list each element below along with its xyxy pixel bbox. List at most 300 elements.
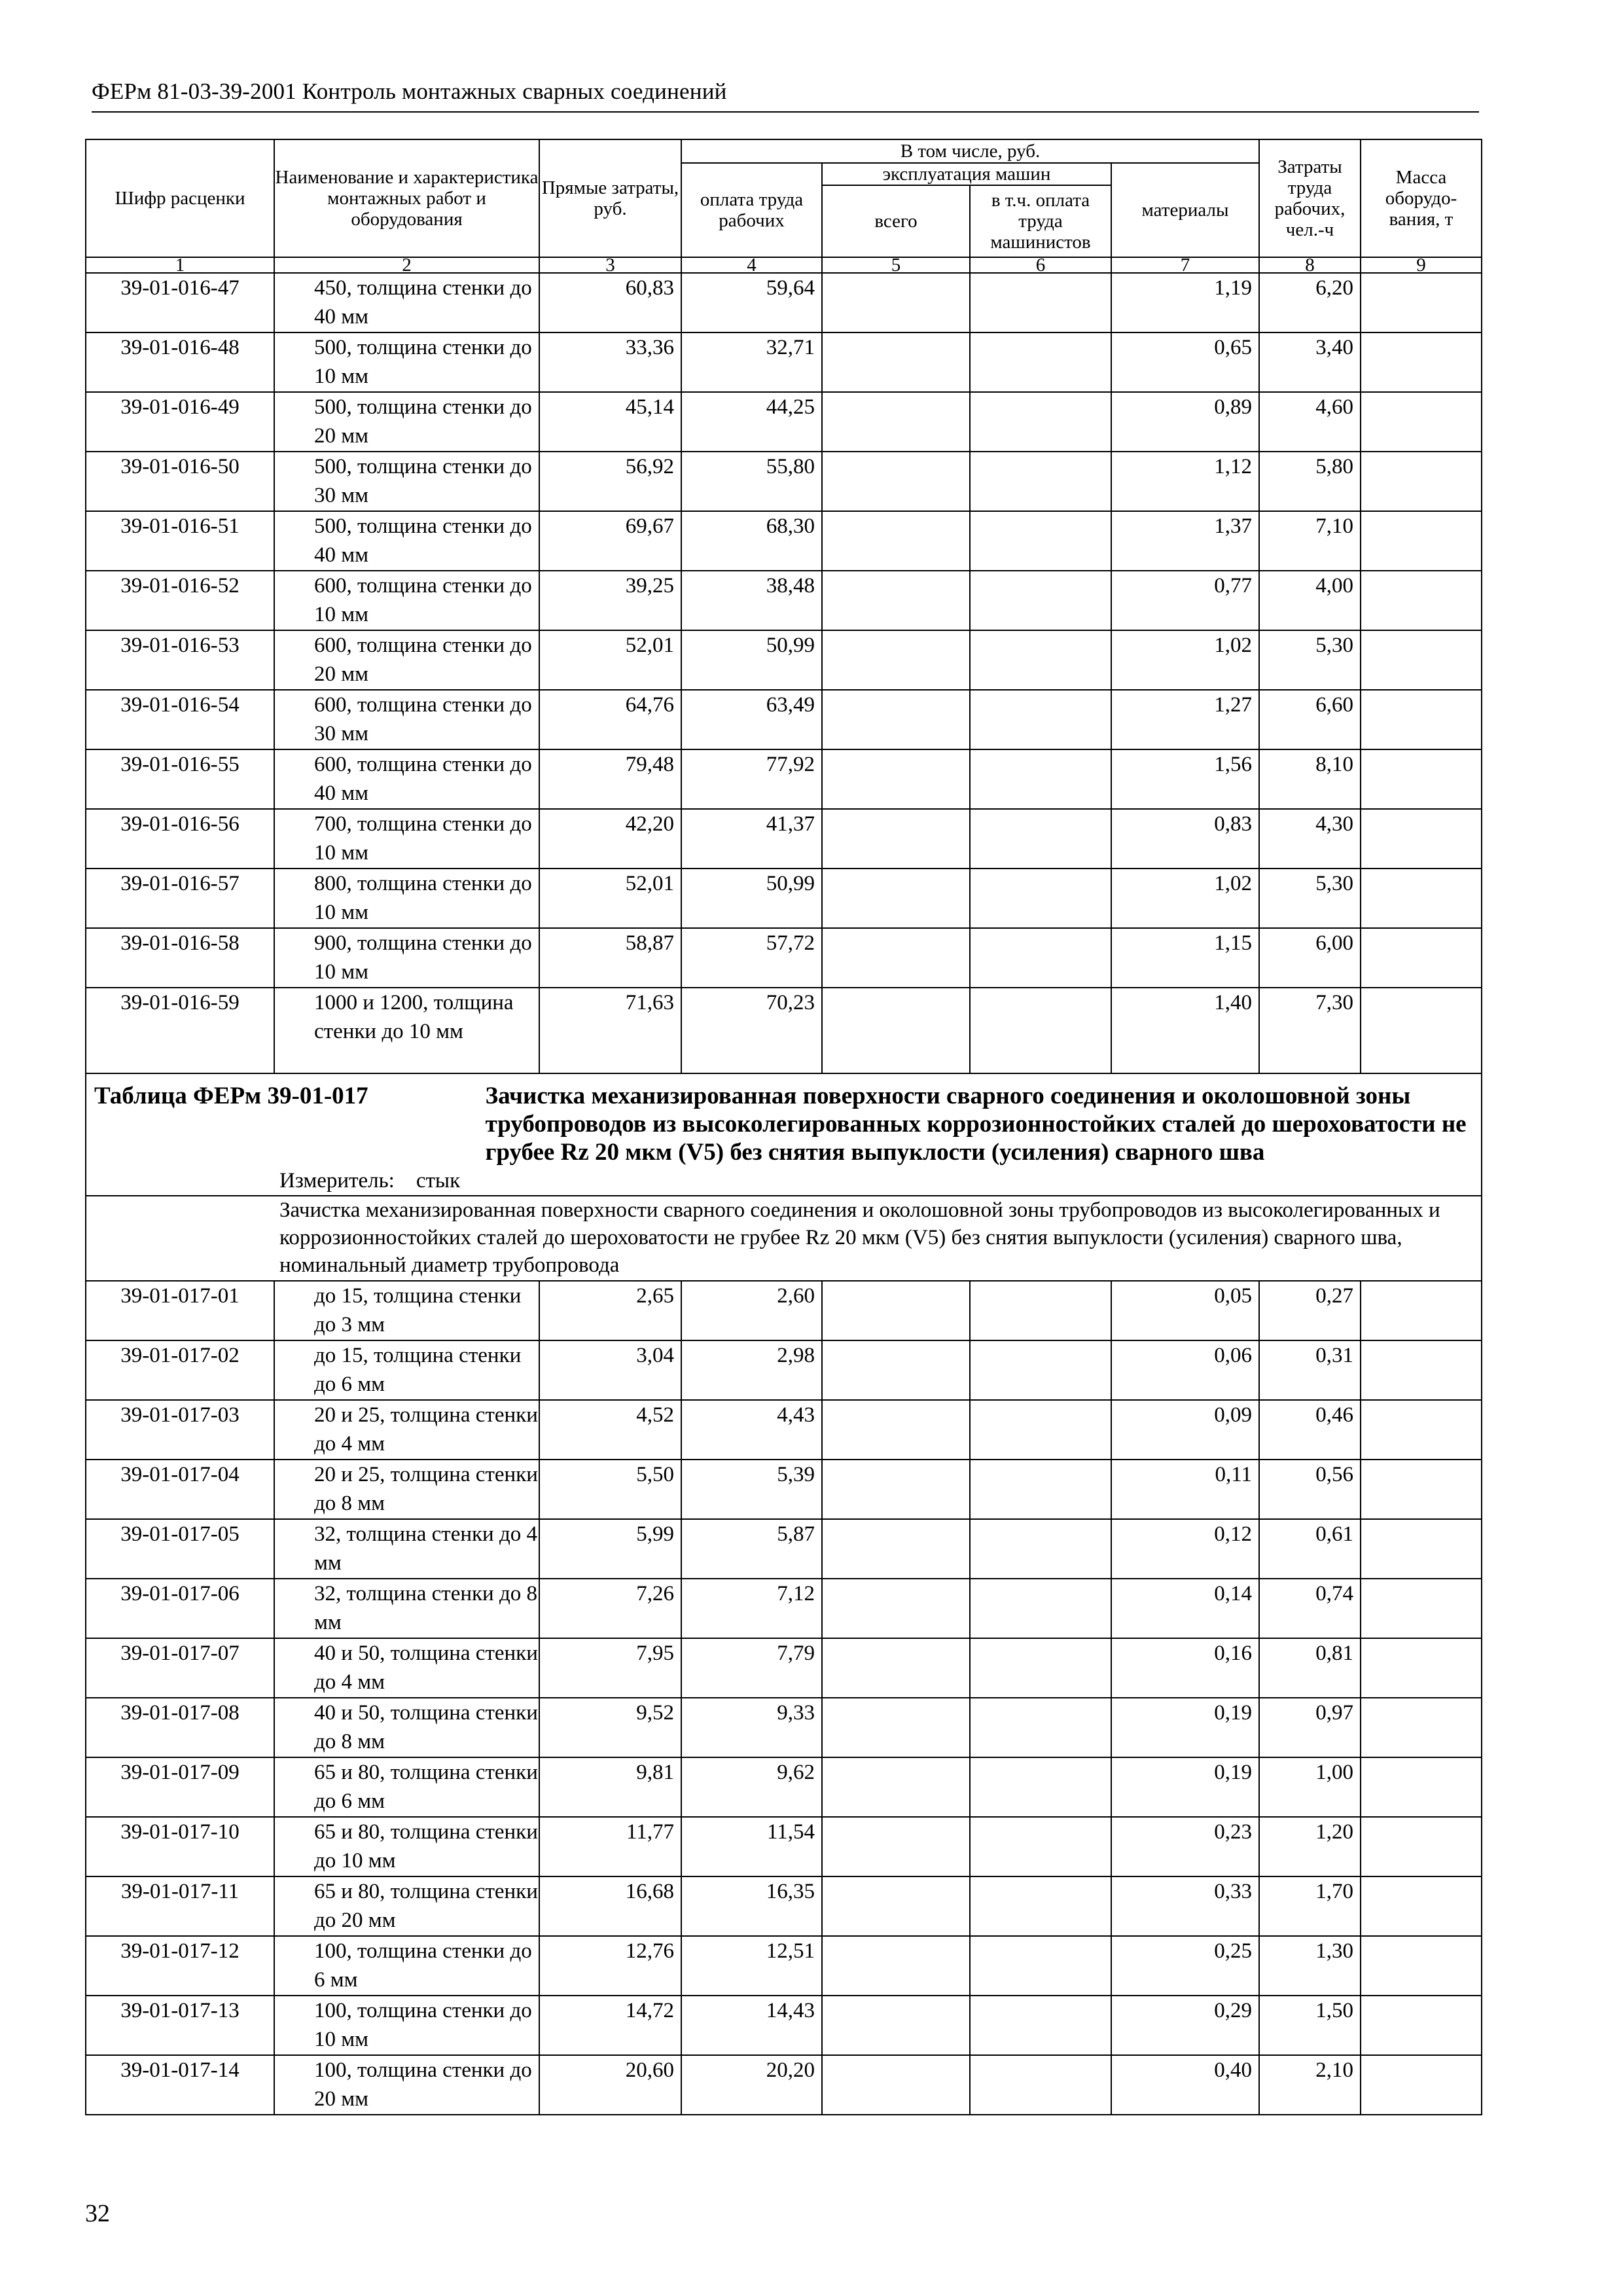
labor-cost: 0,31 bbox=[1259, 1340, 1361, 1400]
table-row bbox=[86, 2055, 1482, 2115]
materials-cost: 1,27 bbox=[1111, 690, 1259, 749]
direct-cost: 7,95 bbox=[539, 1638, 681, 1698]
direct-cost: 71,63 bbox=[539, 988, 681, 1073]
work-name: 32, толщина стенки до 8 мм bbox=[274, 1579, 539, 1638]
table-row bbox=[86, 869, 1482, 928]
table-row bbox=[86, 809, 1482, 869]
labor-cost: 0,61 bbox=[1259, 1519, 1361, 1579]
col-header-machines: эксплуатация машин bbox=[822, 163, 1111, 185]
equipment-mass bbox=[1361, 1698, 1482, 1757]
machines-wages bbox=[970, 1817, 1111, 1876]
materials-cost: 1,40 bbox=[1111, 988, 1259, 1073]
rate-code: 39-01-016-57 bbox=[86, 869, 274, 928]
direct-cost: 14,72 bbox=[539, 1996, 681, 2055]
materials-cost: 0,29 bbox=[1111, 1996, 1259, 2055]
worker-wages: 38,48 bbox=[681, 571, 822, 630]
column-number: 3 bbox=[539, 257, 681, 273]
direct-cost: 9,81 bbox=[539, 1757, 681, 1817]
direct-cost: 5,50 bbox=[539, 1460, 681, 1519]
labor-cost: 4,30 bbox=[1259, 809, 1361, 869]
labor-cost: 0,81 bbox=[1259, 1638, 1361, 1698]
col-header-mass: Масса оборудо-вания, т bbox=[1361, 139, 1482, 257]
work-name: 500, толщина стенки до 30 мм bbox=[274, 452, 539, 511]
direct-cost: 9,52 bbox=[539, 1698, 681, 1757]
direct-cost: 60,83 bbox=[539, 273, 681, 332]
machines-wages bbox=[970, 332, 1111, 392]
worker-wages: 16,35 bbox=[681, 1876, 822, 1936]
equipment-mass bbox=[1361, 2055, 1482, 2115]
direct-cost: 11,77 bbox=[539, 1817, 681, 1876]
machines-total bbox=[822, 1281, 970, 1340]
table-row bbox=[86, 511, 1482, 571]
rates-table bbox=[85, 139, 1482, 2115]
labor-cost: 8,10 bbox=[1259, 749, 1361, 809]
work-name: 600, толщина стенки до 40 мм bbox=[274, 749, 539, 809]
labor-cost: 5,80 bbox=[1259, 452, 1361, 511]
machines-total bbox=[822, 1519, 970, 1579]
equipment-mass bbox=[1361, 1936, 1482, 1996]
worker-wages: 7,79 bbox=[681, 1638, 822, 1698]
machines-wages bbox=[970, 1460, 1111, 1519]
equipment-mass bbox=[1361, 392, 1482, 452]
table-row bbox=[86, 1936, 1482, 1996]
equipment-mass bbox=[1361, 809, 1482, 869]
equipment-mass bbox=[1361, 1817, 1482, 1876]
work-name: 500, толщина стенки до 20 мм bbox=[274, 392, 539, 452]
machines-wages bbox=[970, 392, 1111, 452]
col-header-code: Шифр расценки bbox=[86, 139, 274, 257]
materials-cost: 0,89 bbox=[1111, 392, 1259, 452]
work-name: 100, толщина стенки до 20 мм bbox=[274, 2055, 539, 2115]
materials-cost: 0,25 bbox=[1111, 1936, 1259, 1996]
materials-cost: 0,11 bbox=[1111, 1460, 1259, 1519]
machines-wages bbox=[970, 1876, 1111, 1936]
table-row bbox=[86, 988, 1482, 1073]
work-name: 40 и 50, толщина стенки до 4 мм bbox=[274, 1638, 539, 1698]
work-name: 20 и 25, толщина стенки до 8 мм bbox=[274, 1460, 539, 1519]
col-header-labor: Затраты труда рабочих, чел.-ч bbox=[1259, 139, 1361, 257]
worker-wages: 70,23 bbox=[681, 988, 822, 1073]
table-row bbox=[86, 273, 1482, 332]
materials-cost: 0,40 bbox=[1111, 2055, 1259, 2115]
rate-code: 39-01-016-54 bbox=[86, 690, 274, 749]
table-row bbox=[86, 1876, 1482, 1936]
work-name: 900, толщина стенки до 10 мм bbox=[274, 928, 539, 988]
section-title: Зачистка механизированная поверхности сварного соединения и околошовной зоны трубопроводов из высоколегированных коррозионностойких сталей до шероховатости не грубее Rz 20 мкм (V5) без снятия выпуклости (усиления) сварного шва bbox=[485, 1083, 1467, 1166]
materials-cost: 1,02 bbox=[1111, 869, 1259, 928]
machines-wages bbox=[970, 1340, 1111, 1400]
machines-wages bbox=[970, 452, 1111, 511]
labor-cost: 0,56 bbox=[1259, 1460, 1361, 1519]
equipment-mass bbox=[1361, 1757, 1482, 1817]
machines-total bbox=[822, 928, 970, 988]
machines-wages bbox=[970, 511, 1111, 571]
labor-cost: 1,50 bbox=[1259, 1996, 1361, 2055]
labor-cost: 3,40 bbox=[1259, 332, 1361, 392]
rate-code: 39-01-017-14 bbox=[86, 2055, 274, 2115]
table-body-017 bbox=[86, 1281, 1482, 2115]
work-name: 32, толщина стенки до 4 мм bbox=[274, 1519, 539, 1579]
labor-cost: 1,00 bbox=[1259, 1757, 1361, 1817]
machines-total bbox=[822, 749, 970, 809]
equipment-mass bbox=[1361, 273, 1482, 332]
machines-total bbox=[822, 988, 970, 1073]
machines-wages bbox=[970, 1996, 1111, 2055]
machines-total bbox=[822, 1936, 970, 1996]
section-017-header bbox=[86, 1073, 1482, 1281]
equipment-mass bbox=[1361, 1281, 1482, 1340]
work-name: 65 и 80, толщина стенки до 10 мм bbox=[274, 1817, 539, 1876]
worker-wages: 7,12 bbox=[681, 1579, 822, 1638]
direct-cost: 12,76 bbox=[539, 1936, 681, 1996]
page-number: 32 bbox=[85, 2200, 110, 2227]
materials-cost: 0,83 bbox=[1111, 809, 1259, 869]
labor-cost: 1,70 bbox=[1259, 1876, 1361, 1936]
rate-code: 39-01-017-04 bbox=[86, 1460, 274, 1519]
machines-total bbox=[822, 2055, 970, 2115]
equipment-mass bbox=[1361, 690, 1482, 749]
machines-wages bbox=[970, 1579, 1111, 1638]
rate-code: 39-01-017-07 bbox=[86, 1638, 274, 1698]
column-number: 2 bbox=[274, 257, 539, 273]
work-name: 600, толщина стенки до 10 мм bbox=[274, 571, 539, 630]
table-row bbox=[86, 571, 1482, 630]
work-name: 600, толщина стенки до 20 мм bbox=[274, 630, 539, 690]
machines-total bbox=[822, 1698, 970, 1757]
rate-code: 39-01-017-09 bbox=[86, 1757, 274, 1817]
materials-cost: 0,06 bbox=[1111, 1340, 1259, 1400]
equipment-mass bbox=[1361, 571, 1482, 630]
materials-cost: 0,05 bbox=[1111, 1281, 1259, 1340]
equipment-mass bbox=[1361, 630, 1482, 690]
materials-cost: 0,77 bbox=[1111, 571, 1259, 630]
direct-cost: 42,20 bbox=[539, 809, 681, 869]
machines-total bbox=[822, 1996, 970, 2055]
rate-code: 39-01-016-52 bbox=[86, 571, 274, 630]
machines-total bbox=[822, 1400, 970, 1460]
table-row bbox=[86, 1579, 1482, 1638]
machines-wages bbox=[970, 1519, 1111, 1579]
machines-wages bbox=[970, 928, 1111, 988]
equipment-mass bbox=[1361, 1579, 1482, 1638]
table-row bbox=[86, 630, 1482, 690]
table-body-016 bbox=[86, 273, 1482, 1073]
column-number: 1 bbox=[86, 257, 274, 273]
direct-cost: 52,01 bbox=[539, 630, 681, 690]
table-row bbox=[86, 690, 1482, 749]
section-table-label: Таблица ФЕРм 39-01-017 bbox=[94, 1083, 368, 1109]
equipment-mass bbox=[1361, 988, 1482, 1073]
labor-cost: 5,30 bbox=[1259, 869, 1361, 928]
direct-cost: 64,76 bbox=[539, 690, 681, 749]
labor-cost: 2,10 bbox=[1259, 2055, 1361, 2115]
machines-wages bbox=[970, 571, 1111, 630]
col-header-incl: В том числе, руб. bbox=[681, 139, 1259, 163]
materials-cost: 1,12 bbox=[1111, 452, 1259, 511]
machines-wages bbox=[970, 690, 1111, 749]
worker-wages: 50,99 bbox=[681, 630, 822, 690]
worker-wages: 41,37 bbox=[681, 809, 822, 869]
table-row bbox=[86, 1698, 1482, 1757]
materials-cost: 0,19 bbox=[1111, 1757, 1259, 1817]
work-name: 600, толщина стенки до 30 мм bbox=[274, 690, 539, 749]
column-number: 5 bbox=[822, 257, 970, 273]
machines-wages bbox=[970, 749, 1111, 809]
direct-cost: 69,67 bbox=[539, 511, 681, 571]
table-row bbox=[86, 1638, 1482, 1698]
materials-cost: 0,65 bbox=[1111, 332, 1259, 392]
work-name: 700, толщина стенки до 10 мм bbox=[274, 809, 539, 869]
table-row bbox=[86, 1996, 1482, 2055]
worker-wages: 77,92 bbox=[681, 749, 822, 809]
column-number: 4 bbox=[681, 257, 822, 273]
worker-wages: 55,80 bbox=[681, 452, 822, 511]
worker-wages: 5,87 bbox=[681, 1519, 822, 1579]
rate-code: 39-01-017-01 bbox=[86, 1281, 274, 1340]
section-description: Зачистка механизированная поверхности сварного соединения и околошовной зоны трубопроводов из высоколегированных и коррозионностойких сталей до шероховатости не грубее Rz 20 мкм (V5) без снятия выпуклости (усиления) сварного шва, номинальный диаметр трубопровода bbox=[86, 1196, 1482, 1281]
materials-cost: 1,37 bbox=[1111, 511, 1259, 571]
direct-cost: 58,87 bbox=[539, 928, 681, 988]
worker-wages: 44,25 bbox=[681, 392, 822, 452]
rate-code: 39-01-017-06 bbox=[86, 1579, 274, 1638]
table-row bbox=[86, 1340, 1482, 1400]
work-name: 40 и 50, толщина стенки до 8 мм bbox=[274, 1698, 539, 1757]
worker-wages: 59,64 bbox=[681, 273, 822, 332]
direct-cost: 16,68 bbox=[539, 1876, 681, 1936]
worker-wages: 5,39 bbox=[681, 1460, 822, 1519]
machines-total bbox=[822, 809, 970, 869]
col-header-machines-total: всего bbox=[822, 185, 970, 257]
rate-code: 39-01-017-08 bbox=[86, 1698, 274, 1757]
labor-cost: 6,60 bbox=[1259, 690, 1361, 749]
table-row bbox=[86, 1460, 1482, 1519]
machines-total bbox=[822, 452, 970, 511]
work-name: 100, толщина стенки до 10 мм bbox=[274, 1996, 539, 2055]
equipment-mass bbox=[1361, 452, 1482, 511]
equipment-mass bbox=[1361, 1340, 1482, 1400]
machines-total bbox=[822, 630, 970, 690]
worker-wages: 63,49 bbox=[681, 690, 822, 749]
direct-cost: 5,99 bbox=[539, 1519, 681, 1579]
machines-total bbox=[822, 1340, 970, 1400]
machines-wages bbox=[970, 809, 1111, 869]
column-numbers-row bbox=[86, 257, 1482, 273]
equipment-mass bbox=[1361, 1876, 1482, 1936]
rate-code: 39-01-017-11 bbox=[86, 1876, 274, 1936]
materials-cost: 0,19 bbox=[1111, 1698, 1259, 1757]
rate-code: 39-01-016-47 bbox=[86, 273, 274, 332]
worker-wages: 57,72 bbox=[681, 928, 822, 988]
machines-total bbox=[822, 392, 970, 452]
labor-cost: 4,00 bbox=[1259, 571, 1361, 630]
equipment-mass bbox=[1361, 1638, 1482, 1698]
work-name: 20 и 25, толщина стенки до 4 мм bbox=[274, 1400, 539, 1460]
machines-wages bbox=[970, 1757, 1111, 1817]
labor-cost: 0,27 bbox=[1259, 1281, 1361, 1340]
labor-cost: 0,46 bbox=[1259, 1400, 1361, 1460]
machines-total bbox=[822, 1757, 970, 1817]
worker-wages: 2,98 bbox=[681, 1340, 822, 1400]
machines-total bbox=[822, 1579, 970, 1638]
page-header bbox=[92, 77, 1479, 113]
machines-total bbox=[822, 1460, 970, 1519]
machines-wages bbox=[970, 988, 1111, 1073]
table-row bbox=[86, 928, 1482, 988]
worker-wages: 9,62 bbox=[681, 1757, 822, 1817]
worker-wages: 20,20 bbox=[681, 2055, 822, 2115]
direct-cost: 52,01 bbox=[539, 869, 681, 928]
materials-cost: 1,19 bbox=[1111, 273, 1259, 332]
labor-cost: 7,10 bbox=[1259, 511, 1361, 571]
table-row bbox=[86, 1817, 1482, 1876]
work-name: 500, толщина стенки до 40 мм bbox=[274, 511, 539, 571]
labor-cost: 0,97 bbox=[1259, 1698, 1361, 1757]
col-header-wages: оплата труда рабочих bbox=[681, 163, 822, 257]
rate-code: 39-01-016-50 bbox=[86, 452, 274, 511]
equipment-mass bbox=[1361, 749, 1482, 809]
rate-code: 39-01-017-05 bbox=[86, 1519, 274, 1579]
equipment-mass bbox=[1361, 1996, 1482, 2055]
col-header-machines-wages: в т.ч. оплата труда машинистов bbox=[970, 185, 1111, 257]
rate-code: 39-01-016-49 bbox=[86, 392, 274, 452]
work-name: 1000 и 1200, толщина стенки до 10 мм bbox=[274, 988, 539, 1073]
rate-code: 39-01-016-53 bbox=[86, 630, 274, 690]
worker-wages: 2,60 bbox=[681, 1281, 822, 1340]
materials-cost: 1,56 bbox=[1111, 749, 1259, 809]
worker-wages: 50,99 bbox=[681, 869, 822, 928]
worker-wages: 11,54 bbox=[681, 1817, 822, 1876]
work-name: 65 и 80, толщина стенки до 20 мм bbox=[274, 1876, 539, 1936]
worker-wages: 32,71 bbox=[681, 332, 822, 392]
column-number: 6 bbox=[970, 257, 1111, 273]
worker-wages: 12,51 bbox=[681, 1936, 822, 1996]
rate-code: 39-01-017-03 bbox=[86, 1400, 274, 1460]
column-number: 8 bbox=[1259, 257, 1361, 273]
worker-wages: 14,43 bbox=[681, 1996, 822, 2055]
rate-code: 39-01-016-55 bbox=[86, 749, 274, 809]
table-row bbox=[86, 332, 1482, 392]
column-number: 9 bbox=[1361, 257, 1482, 273]
rate-code: 39-01-016-59 bbox=[86, 988, 274, 1073]
machines-total bbox=[822, 273, 970, 332]
work-name: до 15, толщина стенки до 3 мм bbox=[274, 1281, 539, 1340]
work-name: 100, толщина стенки до 6 мм bbox=[274, 1936, 539, 1996]
direct-cost: 33,36 bbox=[539, 332, 681, 392]
equipment-mass bbox=[1361, 1460, 1482, 1519]
col-header-materials: материалы bbox=[1111, 163, 1259, 257]
table-row bbox=[86, 1519, 1482, 1579]
col-header-direct: Прямые затраты, руб. bbox=[539, 139, 681, 257]
materials-cost: 0,14 bbox=[1111, 1579, 1259, 1638]
rate-code: 39-01-016-51 bbox=[86, 511, 274, 571]
machines-wages bbox=[970, 869, 1111, 928]
rate-code: 39-01-017-13 bbox=[86, 1996, 274, 2055]
section-meter: Измеритель: стык bbox=[279, 1169, 461, 1193]
table-row bbox=[86, 749, 1482, 809]
labor-cost: 5,30 bbox=[1259, 630, 1361, 690]
work-name: 800, толщина стенки до 10 мм bbox=[274, 869, 539, 928]
labor-cost: 7,30 bbox=[1259, 988, 1361, 1073]
direct-cost: 20,60 bbox=[539, 2055, 681, 2115]
labor-cost: 6,20 bbox=[1259, 273, 1361, 332]
machines-wages bbox=[970, 2055, 1111, 2115]
direct-cost: 45,14 bbox=[539, 392, 681, 452]
equipment-mass bbox=[1361, 332, 1482, 392]
work-name: 65 и 80, толщина стенки до 6 мм bbox=[274, 1757, 539, 1817]
direct-cost: 79,48 bbox=[539, 749, 681, 809]
work-name: 450, толщина стенки до 40 мм bbox=[274, 273, 539, 332]
direct-cost: 7,26 bbox=[539, 1579, 681, 1638]
direct-cost: 39,25 bbox=[539, 571, 681, 630]
rate-code: 39-01-016-56 bbox=[86, 809, 274, 869]
machines-total bbox=[822, 1817, 970, 1876]
materials-cost: 0,23 bbox=[1111, 1817, 1259, 1876]
worker-wages: 4,43 bbox=[681, 1400, 822, 1460]
equipment-mass bbox=[1361, 928, 1482, 988]
materials-cost: 1,02 bbox=[1111, 630, 1259, 690]
equipment-mass bbox=[1361, 869, 1482, 928]
machines-wages bbox=[970, 1936, 1111, 1996]
machines-total bbox=[822, 1638, 970, 1698]
table-row bbox=[86, 452, 1482, 511]
labor-cost: 1,20 bbox=[1259, 1817, 1361, 1876]
machines-total bbox=[822, 511, 970, 571]
machines-wages bbox=[970, 1638, 1111, 1698]
equipment-mass bbox=[1361, 511, 1482, 571]
rate-code: 39-01-017-12 bbox=[86, 1936, 274, 1996]
rate-code: 39-01-016-48 bbox=[86, 332, 274, 392]
equipment-mass bbox=[1361, 1400, 1482, 1460]
machines-total bbox=[822, 869, 970, 928]
materials-cost: 1,15 bbox=[1111, 928, 1259, 988]
direct-cost: 2,65 bbox=[539, 1281, 681, 1340]
labor-cost: 1,30 bbox=[1259, 1936, 1361, 1996]
machines-wages bbox=[970, 1400, 1111, 1460]
work-name: 500, толщина стенки до 10 мм bbox=[274, 332, 539, 392]
machines-total bbox=[822, 332, 970, 392]
table-row bbox=[86, 1281, 1482, 1340]
worker-wages: 68,30 bbox=[681, 511, 822, 571]
column-number: 7 bbox=[1111, 257, 1259, 273]
direct-cost: 3,04 bbox=[539, 1340, 681, 1400]
machines-wages bbox=[970, 273, 1111, 332]
machines-total bbox=[822, 690, 970, 749]
machines-wages bbox=[970, 1698, 1111, 1757]
labor-cost: 6,00 bbox=[1259, 928, 1361, 988]
materials-cost: 0,16 bbox=[1111, 1638, 1259, 1698]
machines-total bbox=[822, 1876, 970, 1936]
direct-cost: 56,92 bbox=[539, 452, 681, 511]
table-row bbox=[86, 1400, 1482, 1460]
labor-cost: 4,60 bbox=[1259, 392, 1361, 452]
direct-cost: 4,52 bbox=[539, 1400, 681, 1460]
rate-code: 39-01-016-58 bbox=[86, 928, 274, 988]
rate-code: 39-01-017-10 bbox=[86, 1817, 274, 1876]
machines-wages bbox=[970, 630, 1111, 690]
table-row bbox=[86, 1757, 1482, 1817]
worker-wages: 9,33 bbox=[681, 1698, 822, 1757]
table-row bbox=[86, 392, 1482, 452]
work-name: до 15, толщина стенки до 6 мм bbox=[274, 1340, 539, 1400]
machines-total bbox=[822, 571, 970, 630]
materials-cost: 0,33 bbox=[1111, 1876, 1259, 1936]
rate-code: 39-01-017-02 bbox=[86, 1340, 274, 1400]
col-header-name: Наименование и характеристика монтажных работ и оборудования bbox=[274, 139, 539, 257]
equipment-mass bbox=[1361, 1519, 1482, 1579]
machines-wages bbox=[970, 1281, 1111, 1340]
page-header-text: ФЕРм 81-03-39-2001 Контроль монтажных сварных соединений bbox=[92, 79, 727, 104]
materials-cost: 0,12 bbox=[1111, 1519, 1259, 1579]
